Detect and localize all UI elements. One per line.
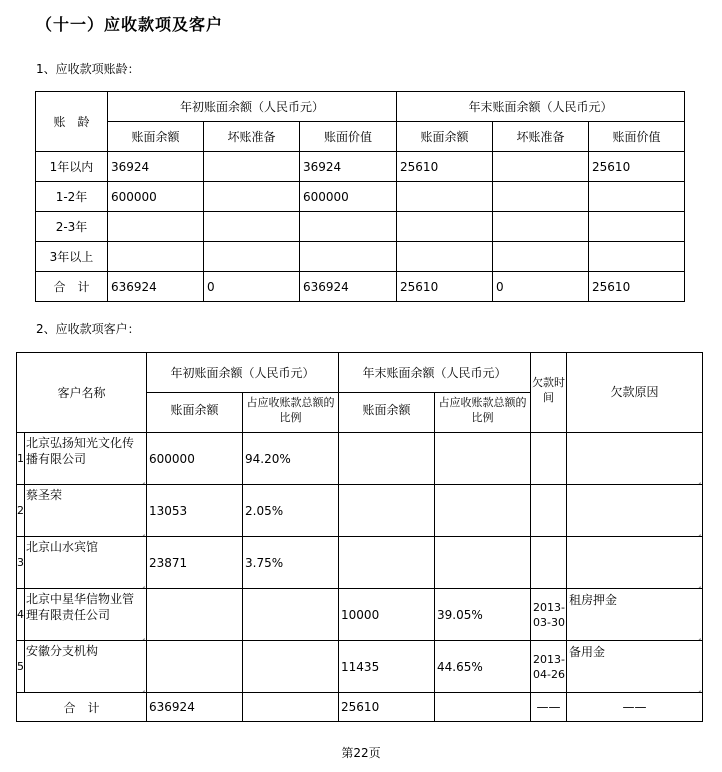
- aging-cell[interactable]: [493, 212, 589, 242]
- customer-reason-field[interactable]: [567, 537, 703, 589]
- resize-grip-icon[interactable]: [693, 631, 701, 639]
- customer-cell[interactable]: [339, 537, 435, 589]
- aging-cell[interactable]: [300, 212, 397, 242]
- customer-cell[interactable]: [147, 589, 243, 641]
- aging-cell[interactable]: 600000: [108, 182, 204, 212]
- resize-grip-icon[interactable]: [137, 475, 145, 483]
- customers-subcol: 账面余额: [339, 393, 435, 433]
- customer-name-field[interactable]: [25, 433, 147, 485]
- aging-cell[interactable]: [493, 152, 589, 182]
- customers-total-reason: ——: [567, 693, 703, 722]
- resize-grip-icon[interactable]: [693, 527, 701, 535]
- aging-subcol: 坏账准备: [204, 122, 300, 152]
- customer-name-field[interactable]: [25, 641, 147, 693]
- aging-row-label: 2-3年: [36, 212, 108, 242]
- customers-col-name: 客户名称: [17, 353, 147, 433]
- customer-name-field[interactable]: [25, 485, 147, 537]
- aging-cell[interactable]: [108, 242, 204, 272]
- resize-grip-icon[interactable]: [137, 527, 145, 535]
- customers-group-begin: 年初账面余额（人民币元）: [147, 353, 339, 393]
- customers-heading: 2、应收款项客户：: [36, 322, 140, 336]
- resize-grip-icon[interactable]: [137, 683, 145, 691]
- aging-cell[interactable]: 25610: [397, 272, 493, 302]
- customers-col-time: 欠款时间: [531, 353, 567, 433]
- customer-row-number: 3: [17, 537, 25, 589]
- resize-grip-icon[interactable]: [693, 579, 701, 587]
- aging-cell[interactable]: [493, 182, 589, 212]
- aging-cell[interactable]: 636924: [108, 272, 204, 302]
- customer-cell[interactable]: 636924: [147, 693, 243, 722]
- customer-cell[interactable]: 44.65%: [435, 641, 531, 693]
- aging-row-label: 1年以内: [36, 152, 108, 182]
- customer-cell[interactable]: [339, 485, 435, 537]
- customer-time-cell[interactable]: 2013-03-30: [531, 589, 567, 641]
- aging-cell[interactable]: [108, 212, 204, 242]
- aging-total-row: [36, 272, 685, 302]
- aging-cell[interactable]: 636924: [300, 272, 397, 302]
- resize-grip-icon[interactable]: [693, 683, 701, 691]
- aging-row-label: 1-2年: [36, 182, 108, 212]
- aging-cell[interactable]: 0: [493, 272, 589, 302]
- customer-reason-field[interactable]: [567, 589, 703, 641]
- customer-cell[interactable]: 2.05%: [243, 485, 339, 537]
- customer-cell[interactable]: 11435: [339, 641, 435, 693]
- aging-heading: 1、应收款项账龄：: [36, 62, 140, 76]
- customer-row-number: 5: [17, 641, 25, 693]
- aging-cell[interactable]: [204, 242, 300, 272]
- customer-name-field[interactable]: [25, 537, 147, 589]
- aging-group-begin: 年初账面余额（人民币元）: [108, 92, 397, 122]
- customer-cell[interactable]: [243, 693, 339, 722]
- customer-cell[interactable]: [339, 433, 435, 485]
- customer-name-field[interactable]: [25, 589, 147, 641]
- aging-row: [36, 242, 685, 272]
- resize-grip-icon[interactable]: [693, 475, 701, 483]
- aging-cell[interactable]: 36924: [108, 152, 204, 182]
- aging-cell[interactable]: [589, 242, 685, 272]
- customer-name: 北京弘扬知光文化传播有限公司: [26, 436, 135, 466]
- aging-cell[interactable]: 25610: [397, 152, 493, 182]
- customer-name: 北京中星华信物业管理有限责任公司: [26, 592, 135, 622]
- customer-cell[interactable]: 23871: [147, 537, 243, 589]
- customer-reason: 备用金: [569, 645, 606, 659]
- customers-subcol: 占应收账款总额的比例: [435, 393, 531, 433]
- customers-total-row: [17, 693, 703, 722]
- aging-cell[interactable]: 25610: [589, 152, 685, 182]
- customer-cell[interactable]: 13053: [147, 485, 243, 537]
- customers-table: [16, 352, 703, 722]
- customer-cell[interactable]: 600000: [147, 433, 243, 485]
- customers-group-end: 年末账面余额（人民币元）: [339, 353, 531, 393]
- aging-subcol: 账面价值: [589, 122, 685, 152]
- aging-row: [36, 182, 685, 212]
- customer-name: 蔡圣荣: [26, 488, 63, 502]
- aging-row: [36, 152, 685, 182]
- aging-cell[interactable]: [204, 152, 300, 182]
- page-number: 第22页: [341, 746, 381, 760]
- aging-cell[interactable]: [589, 182, 685, 212]
- customer-reason-field[interactable]: [567, 485, 703, 537]
- aging-row-label: 3年以上: [36, 242, 108, 272]
- customer-reason-field[interactable]: [567, 641, 703, 693]
- aging-cell[interactable]: [300, 242, 397, 272]
- customer-row: [17, 485, 703, 537]
- aging-subcol: 账面价值: [300, 122, 397, 152]
- customer-cell[interactable]: [435, 537, 531, 589]
- customer-row: [17, 537, 703, 589]
- customer-reason-field[interactable]: [567, 433, 703, 485]
- customer-row-number: 1: [17, 433, 25, 485]
- resize-grip-icon[interactable]: [137, 579, 145, 587]
- aging-table: [35, 91, 685, 302]
- aging-cell[interactable]: [493, 242, 589, 272]
- customer-cell[interactable]: 94.20%: [243, 433, 339, 485]
- customer-row-number: 2: [17, 485, 25, 537]
- aging-group-end: 年末账面余额（人民币元）: [397, 92, 685, 122]
- customer-cell[interactable]: [243, 589, 339, 641]
- aging-cell[interactable]: [204, 212, 300, 242]
- customers-total-label: 合 计: [17, 693, 147, 722]
- customer-name: 北京山水宾馆: [26, 540, 99, 554]
- customer-name: 安徽分支机构: [26, 644, 99, 658]
- aging-cell[interactable]: [589, 212, 685, 242]
- aging-row: [36, 212, 685, 242]
- customers-col-reason: 欠款原因: [567, 353, 703, 433]
- customer-time-cell[interactable]: [531, 537, 567, 589]
- customer-cell[interactable]: [435, 485, 531, 537]
- customer-row: [17, 433, 703, 485]
- customer-cell[interactable]: [243, 641, 339, 693]
- aging-subcol: 账面余额: [397, 122, 493, 152]
- customer-cell[interactable]: 3.75%: [243, 537, 339, 589]
- section-title: （十一）应收款项及客户: [36, 15, 224, 34]
- resize-grip-icon[interactable]: [137, 631, 145, 639]
- customer-row: [17, 641, 703, 693]
- customer-reason: 租房押金: [569, 593, 618, 607]
- aging-cell[interactable]: 25610: [589, 272, 685, 302]
- customer-cell[interactable]: 25610: [339, 693, 435, 722]
- customer-cell[interactable]: [435, 693, 531, 722]
- customer-cell[interactable]: [435, 433, 531, 485]
- customers-total-time: ——: [531, 693, 567, 722]
- customer-time-cell[interactable]: [531, 433, 567, 485]
- aging-cell[interactable]: 36924: [300, 152, 397, 182]
- aging-cell[interactable]: [397, 182, 493, 212]
- customer-cell[interactable]: 10000: [339, 589, 435, 641]
- customers-subcol: 账面余额: [147, 393, 243, 433]
- customer-row-number: 4: [17, 589, 25, 641]
- aging-cell[interactable]: [397, 242, 493, 272]
- aging-cell[interactable]: 0: [204, 272, 300, 302]
- customer-time-cell[interactable]: 2013-04-26: [531, 641, 567, 693]
- customer-cell[interactable]: [147, 641, 243, 693]
- aging-total-label: 合 计: [36, 272, 108, 302]
- aging-subcol: 坏账准备: [493, 122, 589, 152]
- aging-cell[interactable]: [397, 212, 493, 242]
- customer-cell[interactable]: 39.05%: [435, 589, 531, 641]
- aging-cell[interactable]: 600000: [300, 182, 397, 212]
- customer-row: [17, 589, 703, 641]
- aging-col-account: 账 龄: [36, 92, 108, 152]
- customer-time-cell[interactable]: [531, 485, 567, 537]
- customers-subcol: 占应收账款总额的比例: [243, 393, 339, 433]
- aging-subcol: 账面余额: [108, 122, 204, 152]
- aging-cell[interactable]: [204, 182, 300, 212]
